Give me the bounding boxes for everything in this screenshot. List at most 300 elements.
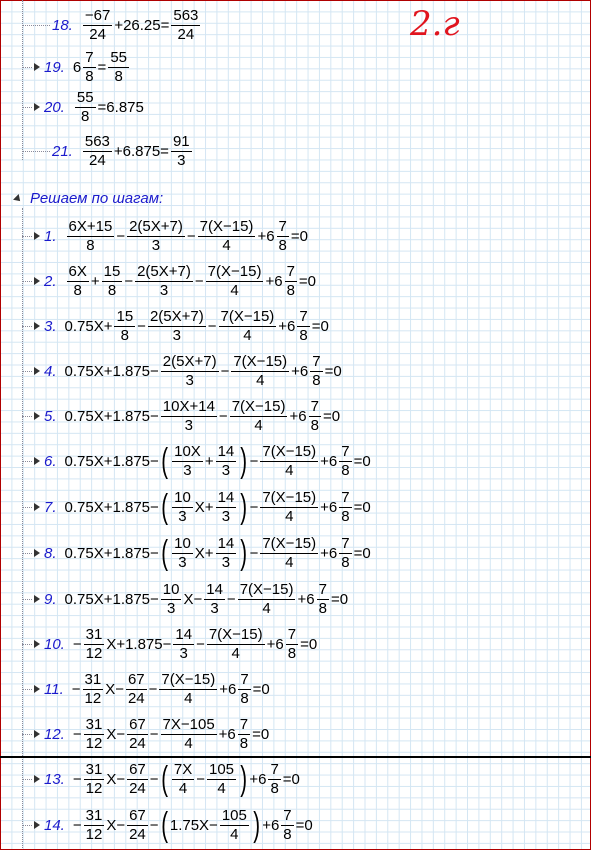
tree-connector [22,107,32,108]
denominator: 4 [285,461,294,479]
fraction [171,7,200,44]
denominator: 4 [230,825,239,843]
denominator: 4 [262,599,271,617]
numerator: 6X+15 [68,217,113,235]
expr-text: X− [105,680,124,698]
numerator: 7(X−15) [239,580,294,598]
big-paren: ) [240,442,248,480]
step-number: 8. [44,544,57,562]
handwritten-note: 2.г [410,4,460,44]
expand-triangle-icon[interactable] [34,730,40,738]
fraction [207,626,265,663]
denominator: 3 [183,461,192,479]
expr-text: 0.75X+1.875− [64,452,159,470]
numerator: 14 [217,534,235,552]
step-row[interactable] [22,2,202,48]
fraction [148,308,206,345]
expr-text: + [204,452,214,470]
step-row[interactable] [22,711,269,757]
numerator: 7 [341,442,350,460]
section-header[interactable] [14,190,163,207]
denominator: 4 [285,507,294,525]
expr-text: 0.75X+1.875− [64,544,159,562]
fraction [277,218,289,255]
expand-triangle-icon[interactable] [34,63,40,71]
expr-text: − [196,635,205,653]
denominator: 8 [318,599,327,617]
fraction [231,353,289,390]
expr-text: − [249,498,259,516]
denominator: 3 [221,553,231,571]
numerator: 31 [85,715,103,733]
step-number: 18. [52,16,73,34]
numerator: 91 [172,132,190,150]
big-paren: ) [253,806,260,844]
numerator: 7(X−15) [233,352,288,370]
step-number: 13. [44,770,65,788]
step-expression [65,218,308,255]
fraction [297,308,309,345]
step-expression [81,7,203,44]
expr-text: =0 [324,362,342,380]
tree-connector [22,236,32,237]
numerator: 7X−105 [162,715,215,733]
step-expression [65,353,342,390]
denominator: 8 [310,416,319,434]
expr-text: − [218,407,228,425]
fraction [317,581,329,618]
denominator: 8 [86,236,95,254]
denominator: 4 [230,281,239,299]
expand-triangle-icon[interactable] [34,412,40,420]
collapse-triangle-icon[interactable] [13,194,23,204]
step-row[interactable] [22,484,371,530]
denominator: 4 [217,779,226,797]
denominator: 4 [222,236,231,254]
fraction [172,443,203,480]
expr-text: =0 [311,317,329,335]
numerator: 7(X−15) [262,534,317,552]
denominator: 3 [178,507,187,525]
expr-text: X− [106,725,126,743]
numerator: 31 [85,806,103,824]
step-row[interactable] [22,128,194,174]
expr-text: +26.25= [114,16,170,34]
step-number: 6. [44,452,57,470]
step-number: 9. [44,590,57,608]
fraction [286,626,298,663]
expr-text: − [194,272,204,290]
denominator: 8 [85,67,94,85]
numerator: 10 [174,488,191,506]
fraction [268,761,280,798]
denominator: 8 [107,281,117,299]
numerator: 55 [76,88,94,106]
denominator: 4 [231,644,240,662]
fraction [281,807,293,844]
step-expression [73,89,144,126]
fraction [339,535,351,572]
expand-triangle-icon[interactable] [34,457,40,465]
numerator: 563 [84,132,110,150]
expr-text: − [71,680,81,698]
expr-text: +6 [320,544,338,562]
expr-text: +6 [265,272,283,290]
denominator: 3 [172,326,181,344]
expr-text: +6 [297,590,315,608]
expr-text: +6.875= [113,142,169,160]
expr-text: X− [106,770,126,788]
step-row[interactable] [22,84,144,130]
step-number: 7. [44,498,57,516]
fraction [67,263,89,300]
denominator: 8 [299,326,308,344]
expr-text: − [249,452,259,470]
big-paren: ) [240,488,248,526]
denominator: 24 [89,25,106,43]
expr-text: =0 [300,635,318,653]
expr-text: 0.75X+ [64,317,113,335]
numerator: 7 [278,217,287,235]
denominator: 8 [114,67,123,85]
expr-text: =0 [252,725,270,743]
expr-text: − [72,725,82,743]
expr-text: =0 [353,544,371,562]
fraction [309,398,321,435]
fraction [127,807,148,844]
fraction [207,761,236,798]
fraction [159,671,217,708]
step-expression [73,626,317,663]
step-number: 4. [44,362,57,380]
tree-connector [22,825,32,826]
numerator: 7(X−15) [161,670,216,688]
denominator: 8 [341,461,350,479]
denominator: 4 [184,689,193,707]
numerator: 67 [129,715,146,733]
expand-triangle-icon[interactable] [34,232,40,240]
expand-triangle-icon[interactable] [34,103,40,111]
denominator: 3 [221,461,231,479]
fraction [219,308,277,345]
step-row[interactable] [22,530,371,576]
numerator: 7 [341,488,350,506]
step-number: 5. [44,407,57,425]
step-number: 11. [44,680,64,698]
numerator: 7 [270,760,279,778]
fraction [67,218,115,255]
step-expression [65,581,349,618]
fraction [339,443,351,480]
numerator: −67 [84,6,111,24]
expr-text: +6 [218,725,236,743]
expand-triangle-icon[interactable] [34,821,40,829]
expand-triangle-icon[interactable] [34,685,40,693]
expr-text: 0.75X+1.875− [64,498,159,516]
fraction [216,443,237,480]
step-row[interactable] [22,802,313,848]
expr-text: − [72,635,82,653]
expr-text: − [124,272,134,290]
expr-text: X+ [194,498,214,516]
expr-text: − [220,362,230,380]
denominator: 4 [178,779,188,797]
expand-triangle-icon[interactable] [34,595,40,603]
numerator: 7(X−15) [207,262,262,280]
denominator: 3 [184,416,194,434]
step-row[interactable] [22,258,316,304]
expr-text: =6.875 [97,98,144,116]
numerator: 7(X−15) [220,307,275,325]
denominator: 4 [285,553,294,571]
expr-text: − [72,770,82,788]
fraction [172,489,193,526]
step-number: 10. [44,635,65,653]
fraction [206,263,264,300]
denominator: 3 [151,236,161,254]
fraction [84,761,105,798]
fraction [127,218,185,255]
big-paren: ( [160,760,168,798]
denominator: 4 [256,371,265,389]
fraction [172,535,193,572]
expr-text: +6 [262,816,280,834]
denominator: 3 [185,371,194,389]
expr-text: =0 [282,770,300,788]
denominator: 8 [240,689,249,707]
expand-triangle-icon[interactable] [34,367,40,375]
expr-text: 1.75X− [169,816,218,834]
numerator: 10X+14 [162,397,215,415]
numerator: 14 [206,580,223,598]
fraction [161,398,217,435]
section-title: Решаем по шагам: [30,190,164,207]
expand-triangle-icon[interactable] [34,775,40,783]
expr-text: =0 [330,590,349,608]
expr-text: 0.75X+1.875− [64,590,159,608]
numerator: 7(X−15) [231,397,286,415]
big-paren: ( [161,488,168,526]
numerator: 7(X−15) [208,625,263,643]
denominator: 24 [129,825,146,843]
expr-text: X− [106,816,126,834]
expr-text: =0 [353,498,371,516]
denominator: 8 [120,326,129,344]
expr-text: =0 [252,680,270,698]
numerator: 2(5X+7) [129,217,183,235]
step-number: 3. [44,317,57,335]
fraction [161,581,182,618]
fraction [102,263,123,300]
numerator: 7 [310,397,319,415]
expand-triangle-icon[interactable] [34,549,40,557]
fraction [260,489,318,526]
numerator: 7 [287,625,297,643]
numerator: 7 [299,307,308,325]
numerator: 10 [174,534,191,552]
numerator: 67 [127,670,145,688]
fraction [161,716,217,753]
numerator: 55 [110,48,127,66]
denominator: 8 [341,507,350,525]
expand-triangle-icon[interactable] [34,503,40,511]
numerator: 15 [103,262,121,280]
expr-text: + [90,272,100,290]
expr-text: X+1.875− [106,635,172,653]
numerator: 10 [162,580,180,598]
tree-connector [22,553,32,554]
expr-text: − [249,544,259,562]
tree-connector [22,151,50,152]
fraction [127,716,148,753]
fraction [171,133,192,170]
fraction [198,218,256,255]
denominator: 8 [286,281,295,299]
numerator: 2(5X+7) [162,352,217,370]
numerator: 14 [217,488,235,506]
numerator: 7 [85,48,94,66]
step-row[interactable] [22,438,371,484]
numerator: 7(X−15) [262,488,317,506]
expr-text: − [149,816,159,834]
step-number: 21. [52,142,73,160]
fraction [114,308,135,345]
numerator: 6X [68,262,87,280]
fraction [310,353,322,390]
expand-triangle-icon[interactable] [34,640,40,648]
expr-text: +6 [219,680,237,698]
denominator: 3 [159,281,169,299]
numerator: 7(X−15) [199,217,254,235]
denominator: 3 [210,599,219,617]
step-row[interactable] [22,576,348,622]
numerator: 7 [312,352,321,370]
denominator: 12 [85,644,103,662]
step-expression [65,535,371,572]
tree-connector [22,67,32,68]
step-row[interactable] [22,213,308,259]
fraction [216,535,237,572]
step-expression [73,761,300,798]
numerator: 14 [217,442,235,460]
step-expression [73,716,269,753]
step-row[interactable] [22,348,342,394]
step-row[interactable] [22,621,317,667]
expr-text: X+ [194,544,214,562]
numerator: 7 [283,806,292,824]
expand-triangle-icon[interactable] [34,277,40,285]
big-paren: ( [161,534,168,572]
denominator: 4 [243,326,252,344]
expr-text: − [149,770,159,788]
tree-connector [22,644,32,645]
fraction [216,489,237,526]
step-expression [65,308,329,345]
fraction [84,626,105,663]
step-row[interactable] [22,756,300,802]
step-number: 14. [44,816,65,834]
denominator: 12 [85,825,103,843]
denominator: 8 [278,236,287,254]
denominator: 4 [254,416,263,434]
denominator: 8 [287,644,297,662]
numerator: 7 [239,715,249,733]
expand-triangle-icon[interactable] [34,322,40,330]
big-paren: ( [161,442,168,480]
tree-connector [22,689,32,690]
expr-text: 0.75X+1.875− [64,362,159,380]
expr-text: X− [183,590,203,608]
step-number: 2. [44,272,57,290]
step-expression [72,671,270,708]
step-row[interactable] [22,666,270,712]
denominator: 3 [179,644,188,662]
fraction [161,353,219,390]
denominator: 3 [221,507,231,525]
fraction [220,807,249,844]
fraction [83,49,95,86]
denominator: 12 [85,734,103,752]
step-number: 20. [44,98,65,116]
expr-text: +6 [291,362,309,380]
tree-connector [22,779,32,780]
fraction [83,133,112,170]
numerator: 7(X−15) [262,442,317,460]
numerator: 7 [286,262,295,280]
expr-text: − [116,227,126,245]
numerator: 563 [173,6,199,24]
numerator: 31 [85,760,103,778]
expr-text: =0 [298,272,317,290]
denominator: 24 [89,151,106,169]
fraction [84,716,105,753]
numerator: 7 [318,580,327,598]
expr-text: 0.75X+1.875− [64,407,159,425]
denominator: 3 [178,553,187,571]
fraction [238,581,296,618]
step-number: 1. [44,227,57,245]
denominator: 24 [127,689,145,707]
expr-text: =0 [295,816,313,834]
expr-text: =0 [290,227,308,245]
fraction [173,626,194,663]
step-expression [65,263,317,300]
expr-text: =0 [322,407,341,425]
tree-connector [22,461,32,462]
fraction [108,49,129,86]
step-row[interactable] [22,393,340,439]
expr-text: − [207,317,217,335]
big-paren: ) [240,760,248,798]
denominator: 8 [270,779,279,797]
denominator: 8 [73,281,82,299]
numerator: 67 [129,760,146,778]
denominator: 12 [85,779,103,797]
expr-text: +6 [266,635,284,653]
tree-connector [22,326,32,327]
denominator: 8 [283,825,292,843]
big-paren: ( [160,806,168,844]
expr-text: +6 [257,227,275,245]
expr-text: +6 [289,407,307,425]
denominator: 4 [184,734,193,752]
fraction [260,443,318,480]
step-row[interactable] [22,303,329,349]
expr-text: − [148,680,158,698]
denominator: 8 [312,371,321,389]
denominator: 24 [129,734,146,752]
expr-text: +6 [320,452,338,470]
